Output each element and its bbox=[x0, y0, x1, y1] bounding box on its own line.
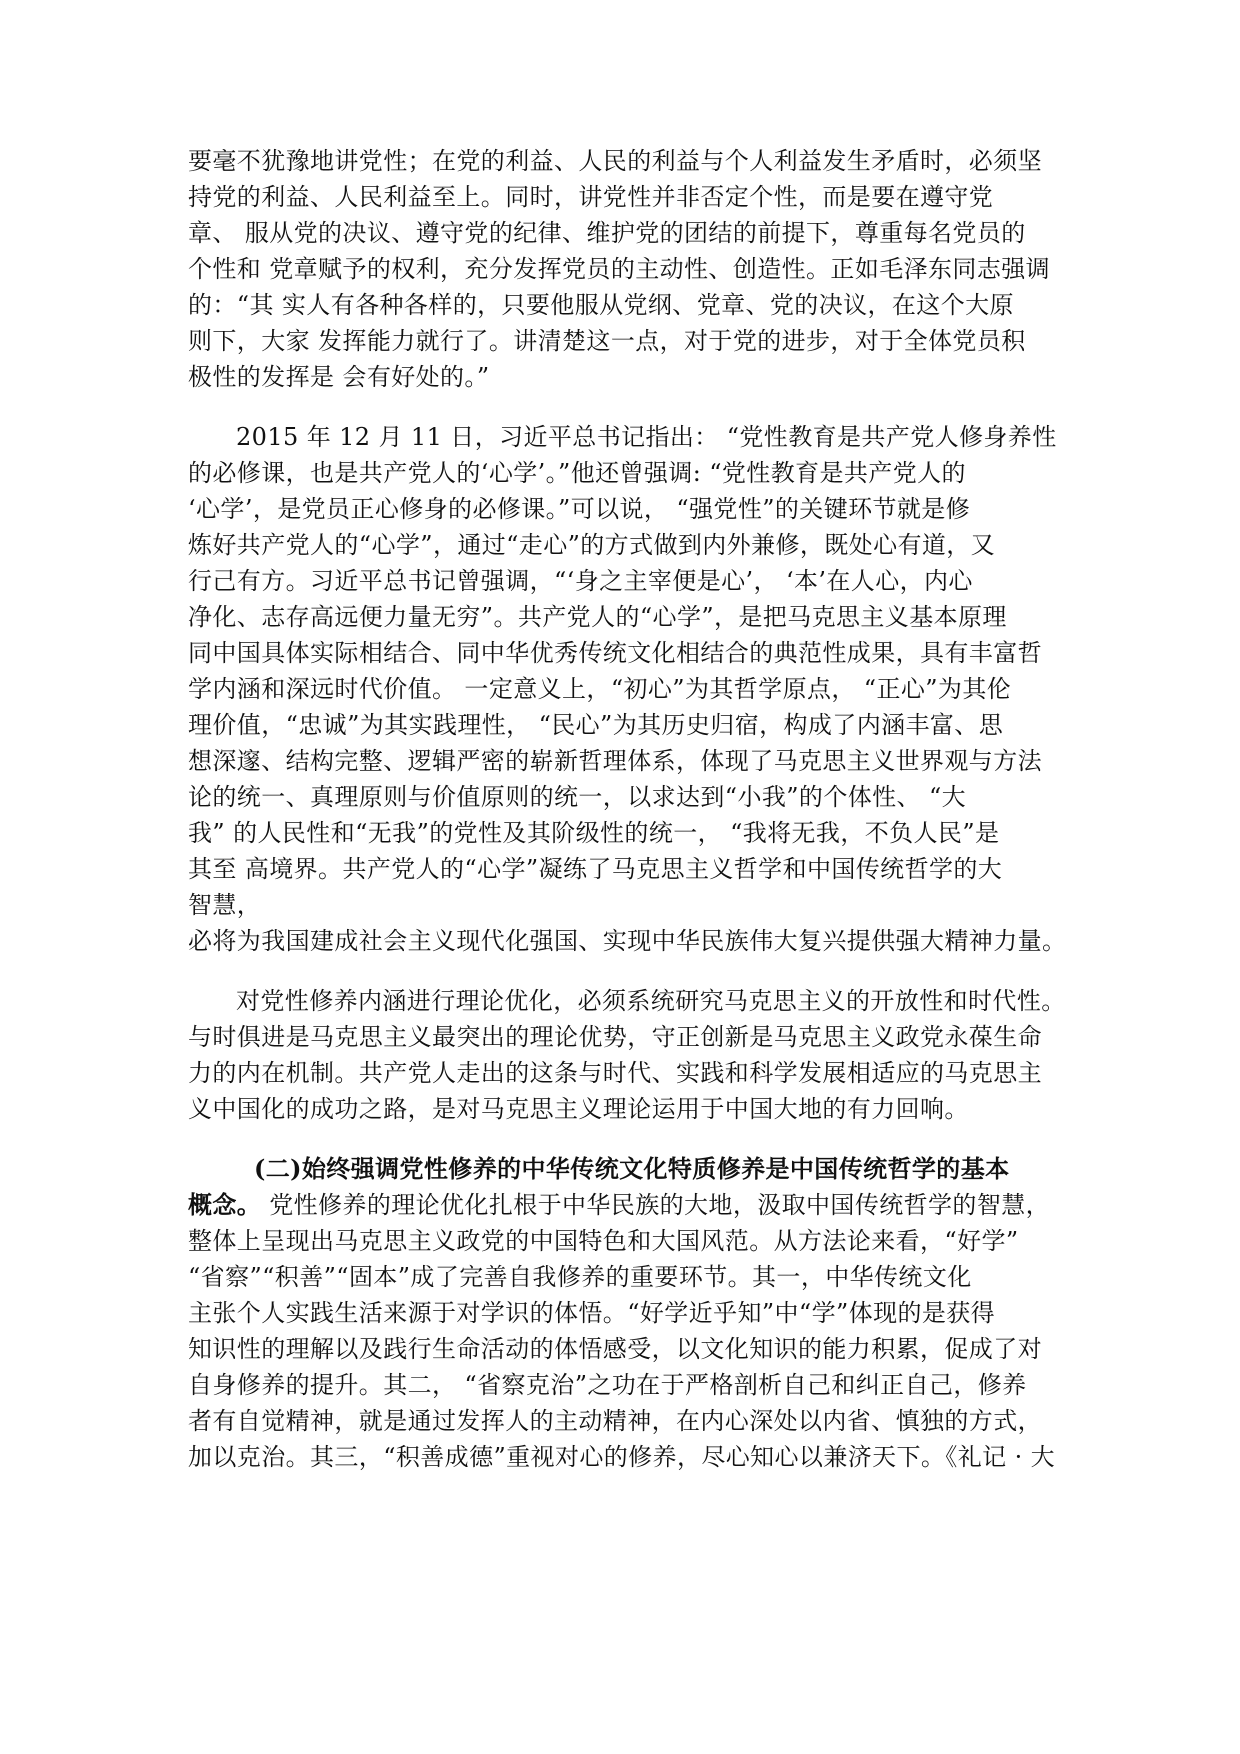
paragraph-3-line-1: 对党性修养内涵进行理论优化，必须系统研究马克思主义的开放性和时代性。 bbox=[236, 987, 1066, 1015]
section-heading: (二)始终强调党性修养的中华传统文化特质修养是中国传统哲学的基本 bbox=[254, 1154, 1010, 1183]
paragraph-3-line-3: 力的内在机制。共产党人走出的这条与时代、实践和科学发展相适应的马克思主 bbox=[188, 1059, 1042, 1087]
paragraph-1-line-1: 要毫不犹豫地讲党性；在党的利益、人民的利益与个人利益发生矛盾时，必须坚 bbox=[188, 147, 1042, 175]
paragraph-2-line-15: 必将为我国建成社会主义现代化强国、实现中华民族伟大复兴提供强大精神力量。 bbox=[188, 927, 1067, 955]
paragraph-4-line-1 bbox=[188, 1187, 1078, 1223]
paragraph-4-line-2: 整体上呈现出马克思主义政党的中国特色和大国风范。从方法论来看，“好学” bbox=[188, 1227, 1019, 1255]
paragraph-4-line-8: 加以克治。其三，“积善成德”重视对心的修养，尽心知心以兼济天下。《礼记 · 大 bbox=[188, 1443, 1056, 1471]
paragraph-2-line-2: 的必修课，也是共产党人的‘心学’。”他还曾强调: “党性教育是共产党人的 bbox=[188, 459, 966, 487]
paragraph-2-line-5: 行己有方。习近平总书记曾强调，“‘身之主宰便是心’， ‘本’在人心，内心 bbox=[188, 567, 973, 595]
paragraph-1-line-2: 持党的利益、人民利益至上。同时，讲党性并非否定个性，而是要在遵守党 bbox=[188, 183, 994, 211]
paragraph-1-line-7: 极性的发挥是 会有好处的。” bbox=[188, 363, 490, 391]
paragraph-2-line-7: 同中国具体实际相结合、同中华优秀传统文化相结合的典范性成果，具有丰富哲 bbox=[188, 639, 1042, 667]
paragraph-2-line-1: 2015 年 12 月 11 日，习近平总书记指出： “党性教育是共产党人修身养性 bbox=[236, 423, 1057, 451]
paragraph-4-line-4: 主张个人实践生活来源于对学识的体悟。“好学近乎知”中“学”体现的是获得 bbox=[188, 1299, 996, 1327]
paragraph-3-line-4: 义中国化的成功之路，是对马克思主义理论运用于中国大地的有力回响。 bbox=[188, 1095, 969, 1123]
paragraph-2-line-14: 智慧， bbox=[188, 891, 262, 919]
paragraph-2-line-9: 理价值，“忠诚”为其实践理性， “民心”为其历史归宿，构成了内涵丰富、思 bbox=[188, 711, 1004, 739]
paragraph-1-line-3: 章、 服从党的决议、遵守党的纪律、维护党的团结的前提下，尊重每名党员的 bbox=[188, 219, 1026, 247]
paragraph-2-line-4: 炼好共产党人的“心学”，通过“走心”的方式做到内外兼修，既处心有道，又 bbox=[188, 531, 996, 559]
paragraph-4-line-5: 知识性的理解以及践行生命活动的体悟感受，以文化知识的能力积累，促成了对 bbox=[188, 1335, 1042, 1363]
paragraph-4-line-6: 自身修养的提升。其二， “省察克治”之功在于严格剖析自己和纠正自己，修养 bbox=[188, 1371, 1027, 1399]
paragraph-2-line-3: ‘心学’，是党员正心修身的必修课。”可以说， “强党性”的关键环节就是修 bbox=[188, 495, 971, 523]
paragraph-3-line-2: 与时俱进是马克思主义最突出的理论优势，守正创新是马克思主义政党永葆生命 bbox=[188, 1023, 1042, 1051]
paragraph-4-line-1-text: 党性修养的理论优化扎根于中华民族的大地，汲取中国传统哲学的智慧， bbox=[261, 1191, 1051, 1219]
paragraph-2-line-13: 其至 高境界。共产党人的“心学”凝练了马克思主义哲学和中国传统哲学的大 bbox=[188, 855, 1003, 883]
paragraph-1-line-6: 则下，大家 发挥能力就行了。讲清楚这一点，对于党的进步，对于全体党员积 bbox=[188, 327, 1026, 355]
paragraph-2-line-8: 学内涵和深远时代价值。 一定意义上，“初心”为其哲学原点， “正心”为其伦 bbox=[188, 675, 1012, 703]
paragraph-2-line-6: 净化、志存高远便力量无穷”。共产党人的“心学”，是把马克思主义基本原理 bbox=[188, 603, 1007, 631]
paragraph-1-line-4: 个性和 党章赋予的权利，充分发挥党员的主动性、创造性。正如毛泽东同志强调 bbox=[188, 255, 1051, 283]
section-heading-tail: 概念。 bbox=[188, 1190, 262, 1219]
paragraph-2-line-10: 想深邃、结构完整、逻辑严密的崭新哲理体系，体现了马克思主义世界观与方法 bbox=[188, 747, 1042, 775]
paragraph-1-line-5: 的：“其 实人有各种各样的，只要他服从党纲、党章、党的决议，在这个大原 bbox=[188, 291, 1014, 319]
paragraph-4-line-7: 者有自觉精神，就是通过发挥人的主动精神，在内心深处以内省、慎独的方式， bbox=[188, 1407, 1042, 1435]
paragraph-2-line-12: 我” 的人民性和“无我”的党性及其阶级性的统一， “我将无我，不负人民”是 bbox=[188, 819, 1000, 847]
paragraph-2-line-11: 论的统一、真理原则与价值原则的统一，以求达到“小我”的个体性、 “大 bbox=[188, 783, 967, 811]
paragraph-4-line-3: “省察”“积善”“固本”成了完善自我修养的重要环节。其一，中华传统文化 bbox=[188, 1263, 972, 1291]
